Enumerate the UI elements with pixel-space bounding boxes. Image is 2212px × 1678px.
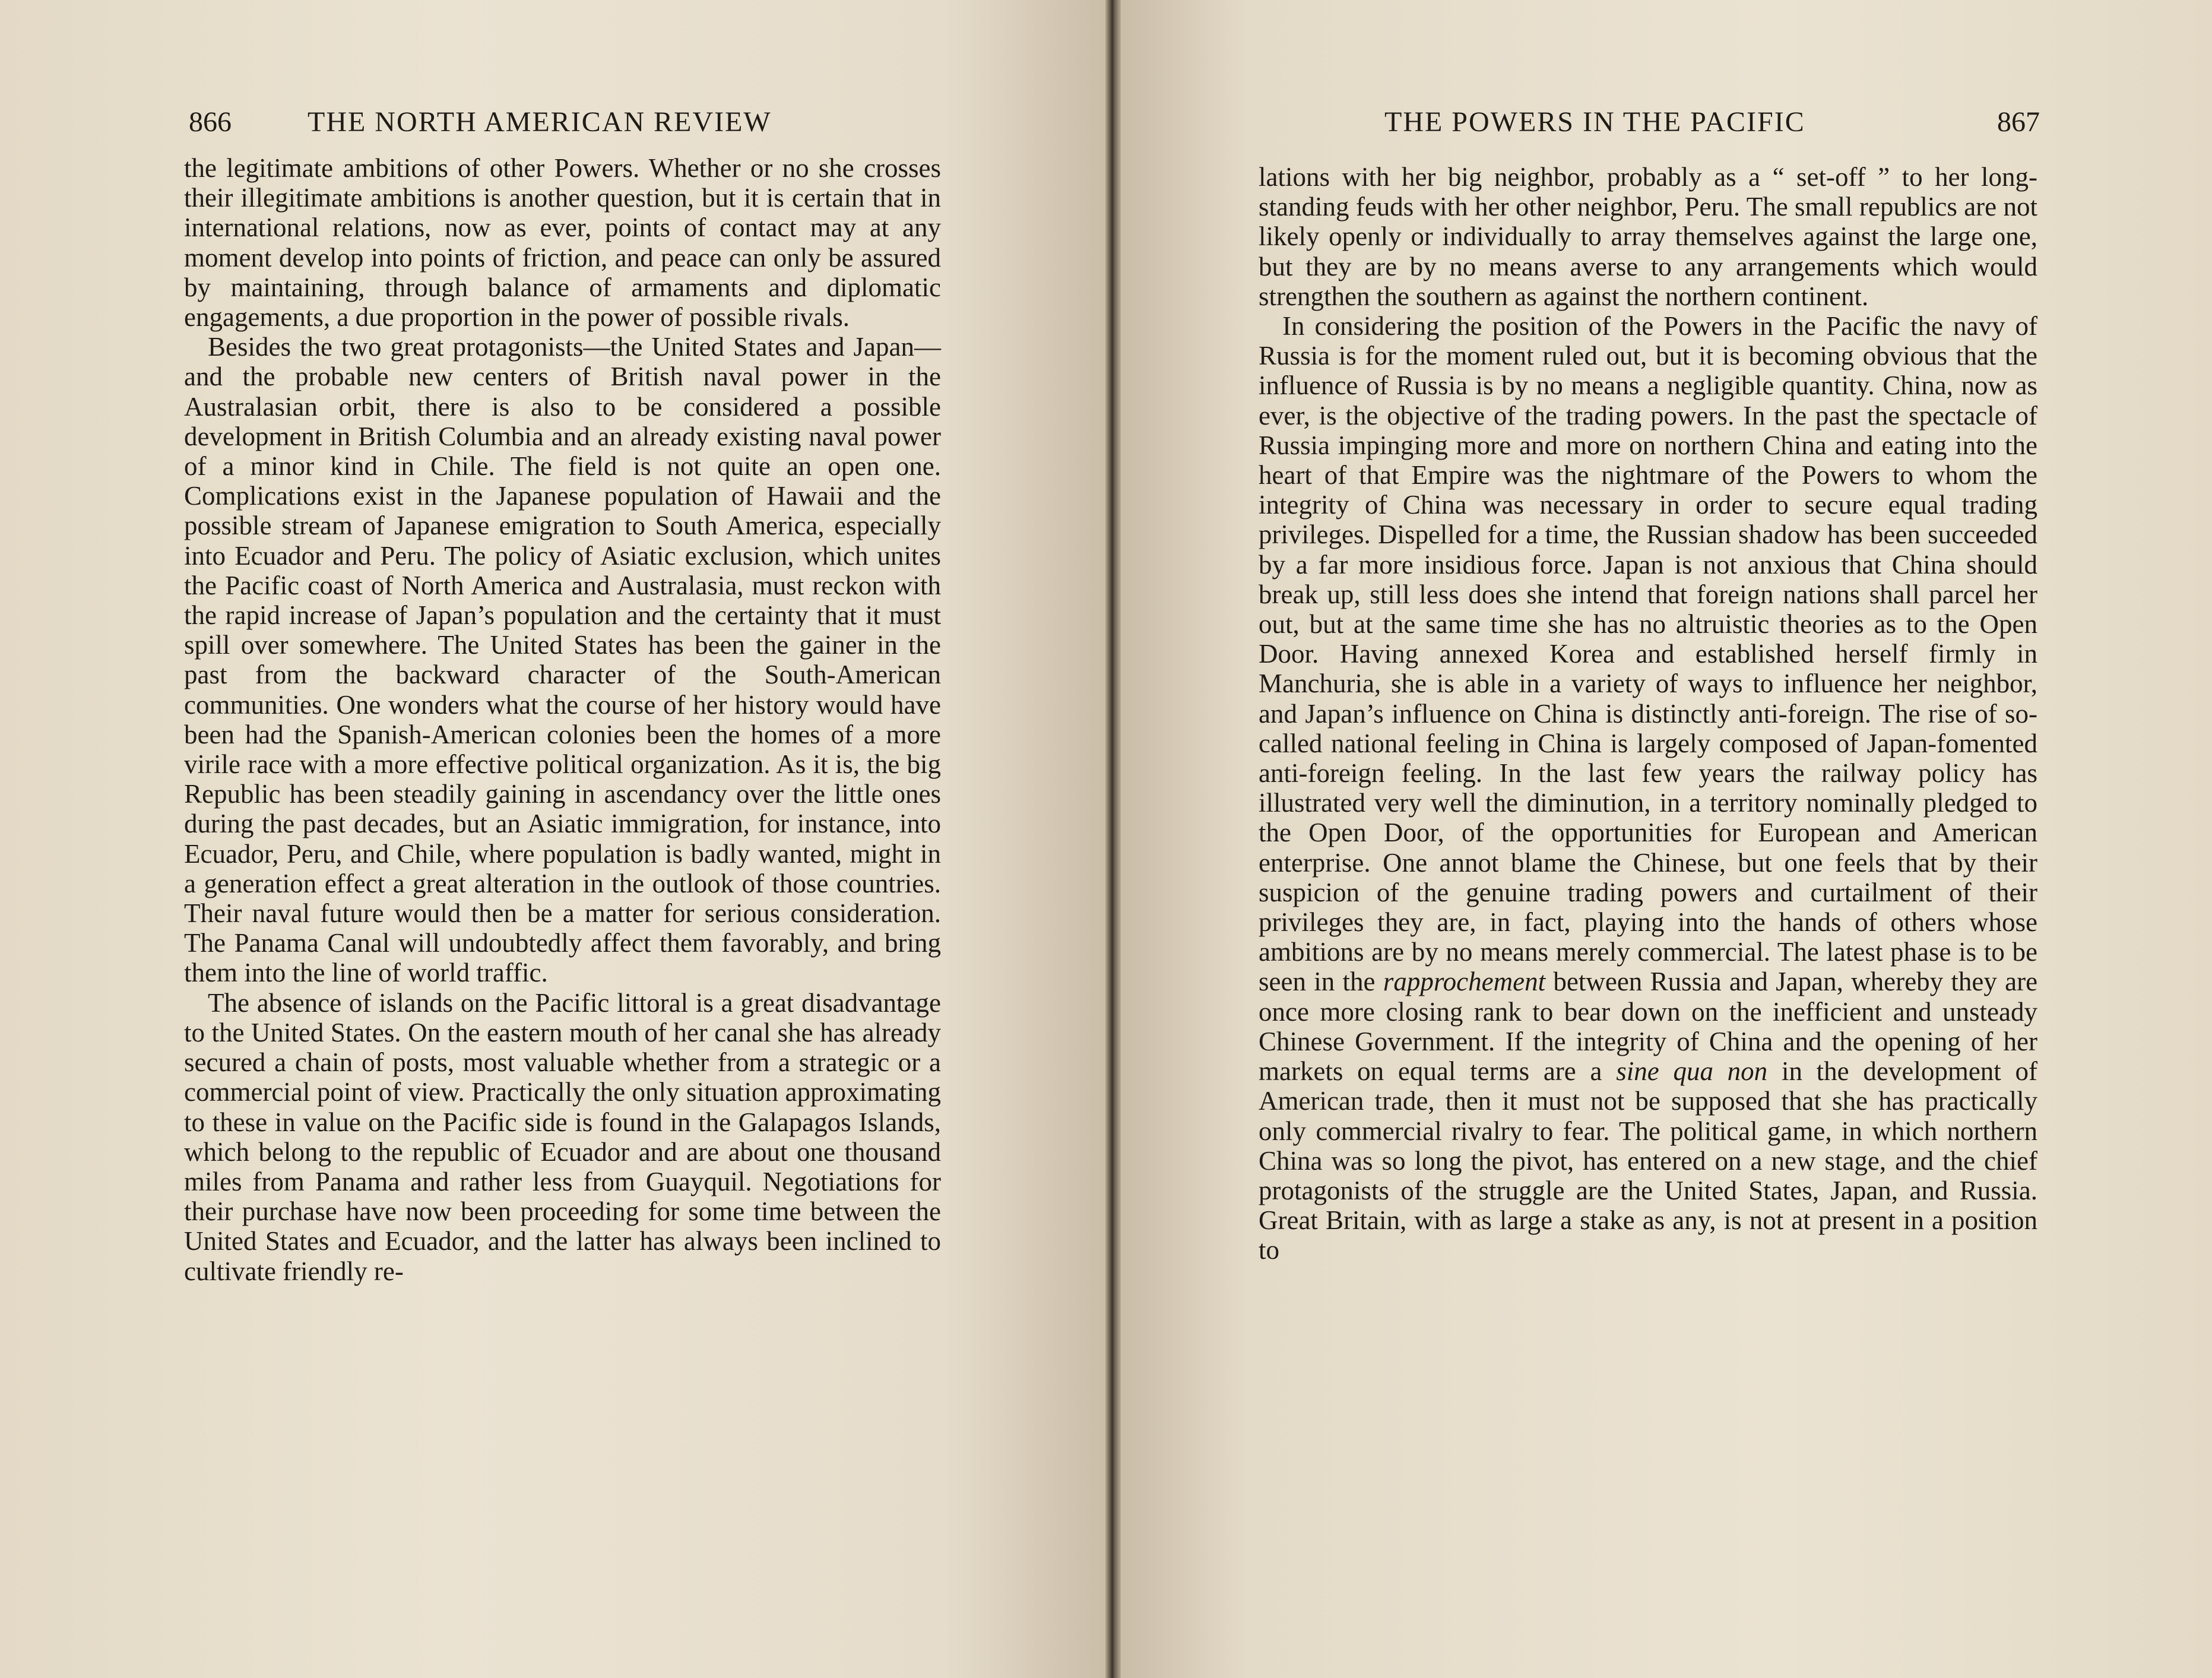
book-gutter: [1105, 0, 1121, 1678]
left-paragraph-2: Besides the two great protagonists—the United States and Japan—and the probable new centers of British naval power in the Australasian orbit, there is also to be considered a possible development in British Columbia and an already existing naval power of a minor kind in Chile. The field is not quite an open one. Complications exist in the Japanese population of Hawaii and the possible stream of Japanese emigration to South America, especially into Ecuador and Peru. The policy of Asiatic exclusion, which unites the Pacific coast of North America and Australasia, must reckon with the rapid increase of Japan’s population and the certainty that it must spill over somewhere. The United States has been the gainer in the past from the backward character of the South-American communities. One wonders what the course of her history would have been had the Spanish-American colonies been the homes of a more virile race with a more effective political organization. As it is, the big Republic has been steadily gaining in ascendancy over the little ones during the past decades, but an Asiatic immigration, for instance, into Ecuador, Peru, and Chile, where population is badly wanted, might in a generation effect a great alteration in the outlook of those countries. Their naval future would then be a matter for serious consideration. The Panama Canal will undoubtedly affect them favorably, and bring them into the line of world traffic.: [184, 332, 941, 988]
italic-sine-qua-non: sine qua non: [1616, 1056, 1768, 1087]
right-paragraph-2: [1259, 311, 2037, 1265]
left-page-number: 866: [189, 106, 232, 138]
left-page-body: [184, 153, 941, 1286]
left-running-head: THE NORTH AMERICAN REVIEW: [308, 106, 772, 138]
right-page-body: [1259, 162, 2037, 1265]
right-paragraph-2-part-2: between Russia and Japan, whereby they are once more closing rank to bear down on the inefficient and unsteady Chinese Government. If the integrity of China and the opening of her markets on equal terms are a: [1259, 967, 2038, 1087]
italic-rapprochement: rapprochement: [1383, 967, 1546, 997]
right-page-number: 867: [1997, 106, 2040, 138]
left-page-header: [189, 106, 842, 138]
right-paragraph-1: lations with her big neighbor, probably as a “ set-off ” to her long-standing feuds with her other neighbor, Peru. The small republics are not likely openly or individually to array themselves against the large one, but they are by no means averse to any arrangements which would strengthen the southern as against the northern continent.: [1259, 162, 2037, 311]
right-paragraph-2-part-1: In considering the position of the Powers in the Pacific the navy of Russia is for the moment ruled out, but it is becoming obvious that the influence of Russia is by no means a negligible quantity. China, now as ever, is the objective of the trading powers. In the past the spectacle of Russia impinging more and more on northern China and eating into the heart of that Empire was the nightmare of the Powers to whom the integrity of China was necessary in order to secure equal trading privileges. Dispelled for a time, the Russian shadow has been succeeded by a far more insidious force. Japan is not anxious that China should break up, still less does she intend that foreign nations shall parcel her out, but at the same time she has no altruistic theories as to the Open Door. Having annexed Korea and established herself firmly in Manchuria, she is able in a variety of ways to influence her neighbor, and Japan’s influence on China is distinctly anti-foreign. The rise of so-called national feeling in China is largely composed of Japan-fomented anti-foreign feeling. In the last few years the railway policy has illustrated very well the diminution, in a territory nominally pledged to the Open Door, of the opportunities for European and American enterprise. One annot blame the Chinese, but one feels that by their suspicion of the genuine trading powers and curtailment of their privileges they are, in fact, playing into the hands of others whose ambitions are by no means merely commercial. The latest phase is to be seen in the: [1259, 311, 2037, 997]
left-paragraph-1: the legitimate ambitions of other Powers. Whether or no she crosses their illegitimate ambitions is another question, but it is certain that in international relations, now as ever, points of contact may at any moment develop into points of friction, and peace can only be assured by maintaining, through balance of armaments and diplomatic engagements, a due proportion in the power of possible rivals.: [184, 153, 941, 333]
left-paragraph-3: The absence of islands on the Pacific littoral is a great disadvantage to the United States. On the eastern mouth of her canal she has already secured a chain of posts, most valuable whether from a strategic or a commercial point of view. Practically the only situation approximating to these in value on the Pacific side is found in the Galapagos Islands, which belong to the republic of Ecuador and are about one thousand miles from Panama and rather less from Guayquil. Negotiations for their purchase have now been proceeding for some time between the United States and Ecuador, and the latter has always been inclined to cultivate friendly re-: [184, 987, 941, 1286]
right-running-head: THE POWERS IN THE PACIFIC: [1384, 106, 1805, 138]
right-page-header: [1384, 106, 2040, 138]
right-paragraph-2-part-3: in the development of American trade, then it must not be supposed that she has practically only commercial rivalry to fear. The political game, in which northern China was so long the pivot, has entered on a new stage, and the chief protagonists of the struggle are the United States, Japan, and Russia. Great Britain, with as large a stake as any, is not at present in a position to: [1259, 1056, 2038, 1265]
